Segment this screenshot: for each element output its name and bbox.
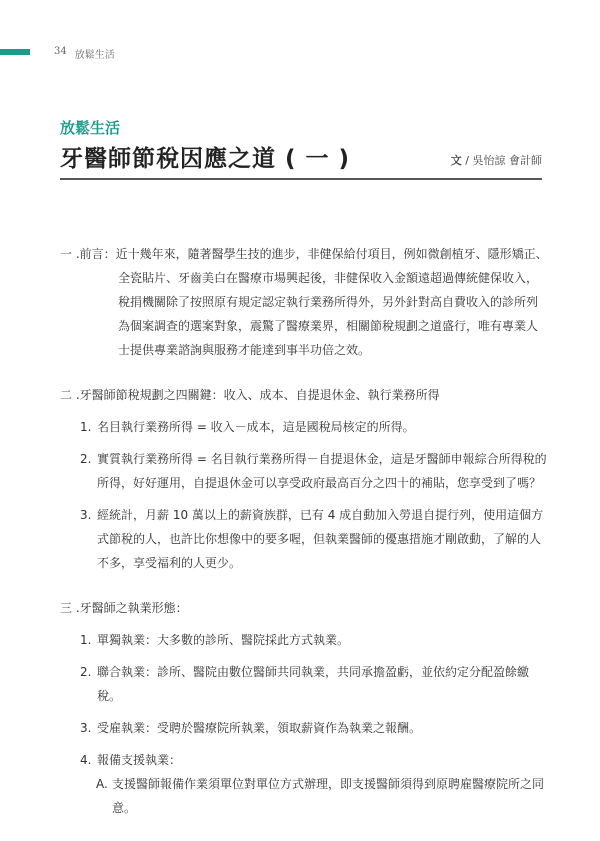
list-item-text: 名目執行業務所得 = 收入－成本，這是國稅局核定的所得。	[97, 420, 415, 434]
section-heading	[60, 383, 550, 407]
running-section-name: 放鬆生活	[74, 50, 115, 61]
list-item-number: 3.	[80, 508, 92, 522]
section-heading-text: 牙醫師節稅規劃之四關鍵：收入、成本、自提退休金、執行業務所得	[79, 388, 440, 402]
list-item	[60, 415, 550, 439]
list-item	[60, 447, 550, 495]
section-number: 一 .	[60, 247, 80, 261]
list-item-number: 4.	[80, 753, 92, 767]
paragraph-line: 士提供專業諮詢與服務才能達到事半功倍之效。	[118, 343, 371, 357]
section-practice-types	[60, 596, 550, 820]
list-item-number: 2.	[80, 452, 92, 466]
running-header	[54, 46, 115, 61]
section-key-factors	[60, 383, 550, 575]
article-title: 牙醫師節稅因應之道 ( 一 )	[60, 146, 351, 172]
byline-author: / 吳怡諒 會計師	[465, 154, 542, 167]
article-body	[60, 242, 550, 841]
title-divider	[60, 178, 542, 180]
section-number: 三 .	[60, 601, 80, 615]
byline	[451, 152, 542, 168]
list-item-number: 1.	[80, 420, 92, 434]
section-heading-prefix: 前言：	[79, 247, 116, 261]
sub-list-item	[60, 772, 550, 820]
list-item-text: 單獨執業：大多數的診所、醫院採此方式執業。	[97, 633, 350, 647]
byline-label: 文	[450, 154, 462, 167]
list-item-text: 報備支援執業：	[97, 753, 182, 767]
list-item-number: 2.	[80, 665, 92, 679]
paragraph-line: 全瓷貼片、牙齒美白在醫療市場興起後，非健保收入金額遠超過傳統健保收入，	[118, 271, 539, 285]
section-heading	[60, 242, 550, 266]
article-kicker: 放鬆生活	[60, 119, 121, 137]
sub-list-item-letter: A.	[96, 777, 108, 791]
section-heading	[60, 596, 550, 620]
list-item-text: 經統計，月薪 10 萬以上的薪資族群，已有 4 成自動加入勞退自提行列，使用這個方式節稅的人，也許比你想像中的要多喔，但執業醫師的優惠措施才剛啟動，了解的人不多，享受福利的人更少。	[97, 508, 544, 570]
list-item-number: 1.	[80, 633, 92, 647]
list-item-text: 受雇執業：受聘於醫療院所執業，領取薪資作為執業之報酬。	[97, 721, 422, 735]
list-item	[60, 660, 550, 708]
sub-list-item-text: 支援醫師報備作業須單位對單位方式辦理，即支援醫師須得到原聘雇醫療院所之同意。	[112, 777, 545, 815]
list-item	[60, 628, 550, 652]
list-item	[60, 716, 550, 740]
section-number: 二 .	[60, 388, 80, 402]
paragraph-line: 近十幾年來，隨著醫學生技的進步，非健保給付項目，例如微創植牙、隱形矯正、	[115, 247, 548, 261]
header-accent-bar	[0, 49, 30, 55]
section-heading-text: 牙醫師之執業形態：	[79, 601, 188, 615]
paragraph-line: 稅捐機關除了按照原有規定認定執行業務所得外，另外針對高自費收入的診所列	[118, 295, 539, 309]
list-item	[60, 748, 550, 772]
page-number: 34	[54, 46, 67, 57]
section-preface	[60, 242, 550, 362]
list-item	[60, 503, 550, 575]
list-item-number: 3.	[80, 721, 92, 735]
paragraph-line: 為個案調查的選案對象，震驚了醫療業界，相關節稅規劃之道盛行，唯有專業人	[118, 319, 539, 333]
list-item-text: 聯合執業：診所、醫院由數位醫師共同執業，共同承擔盈虧，並依約定分配盈餘繳稅。	[97, 665, 530, 703]
list-item-text: 實質執行業務所得 = 名目執行業務所得－自提退休金，這是牙醫師申報綜合所得稅的所得，好好運用，自提退休金可以享受政府最高百分之四十的補貼，您享受到了嗎？	[97, 452, 547, 490]
